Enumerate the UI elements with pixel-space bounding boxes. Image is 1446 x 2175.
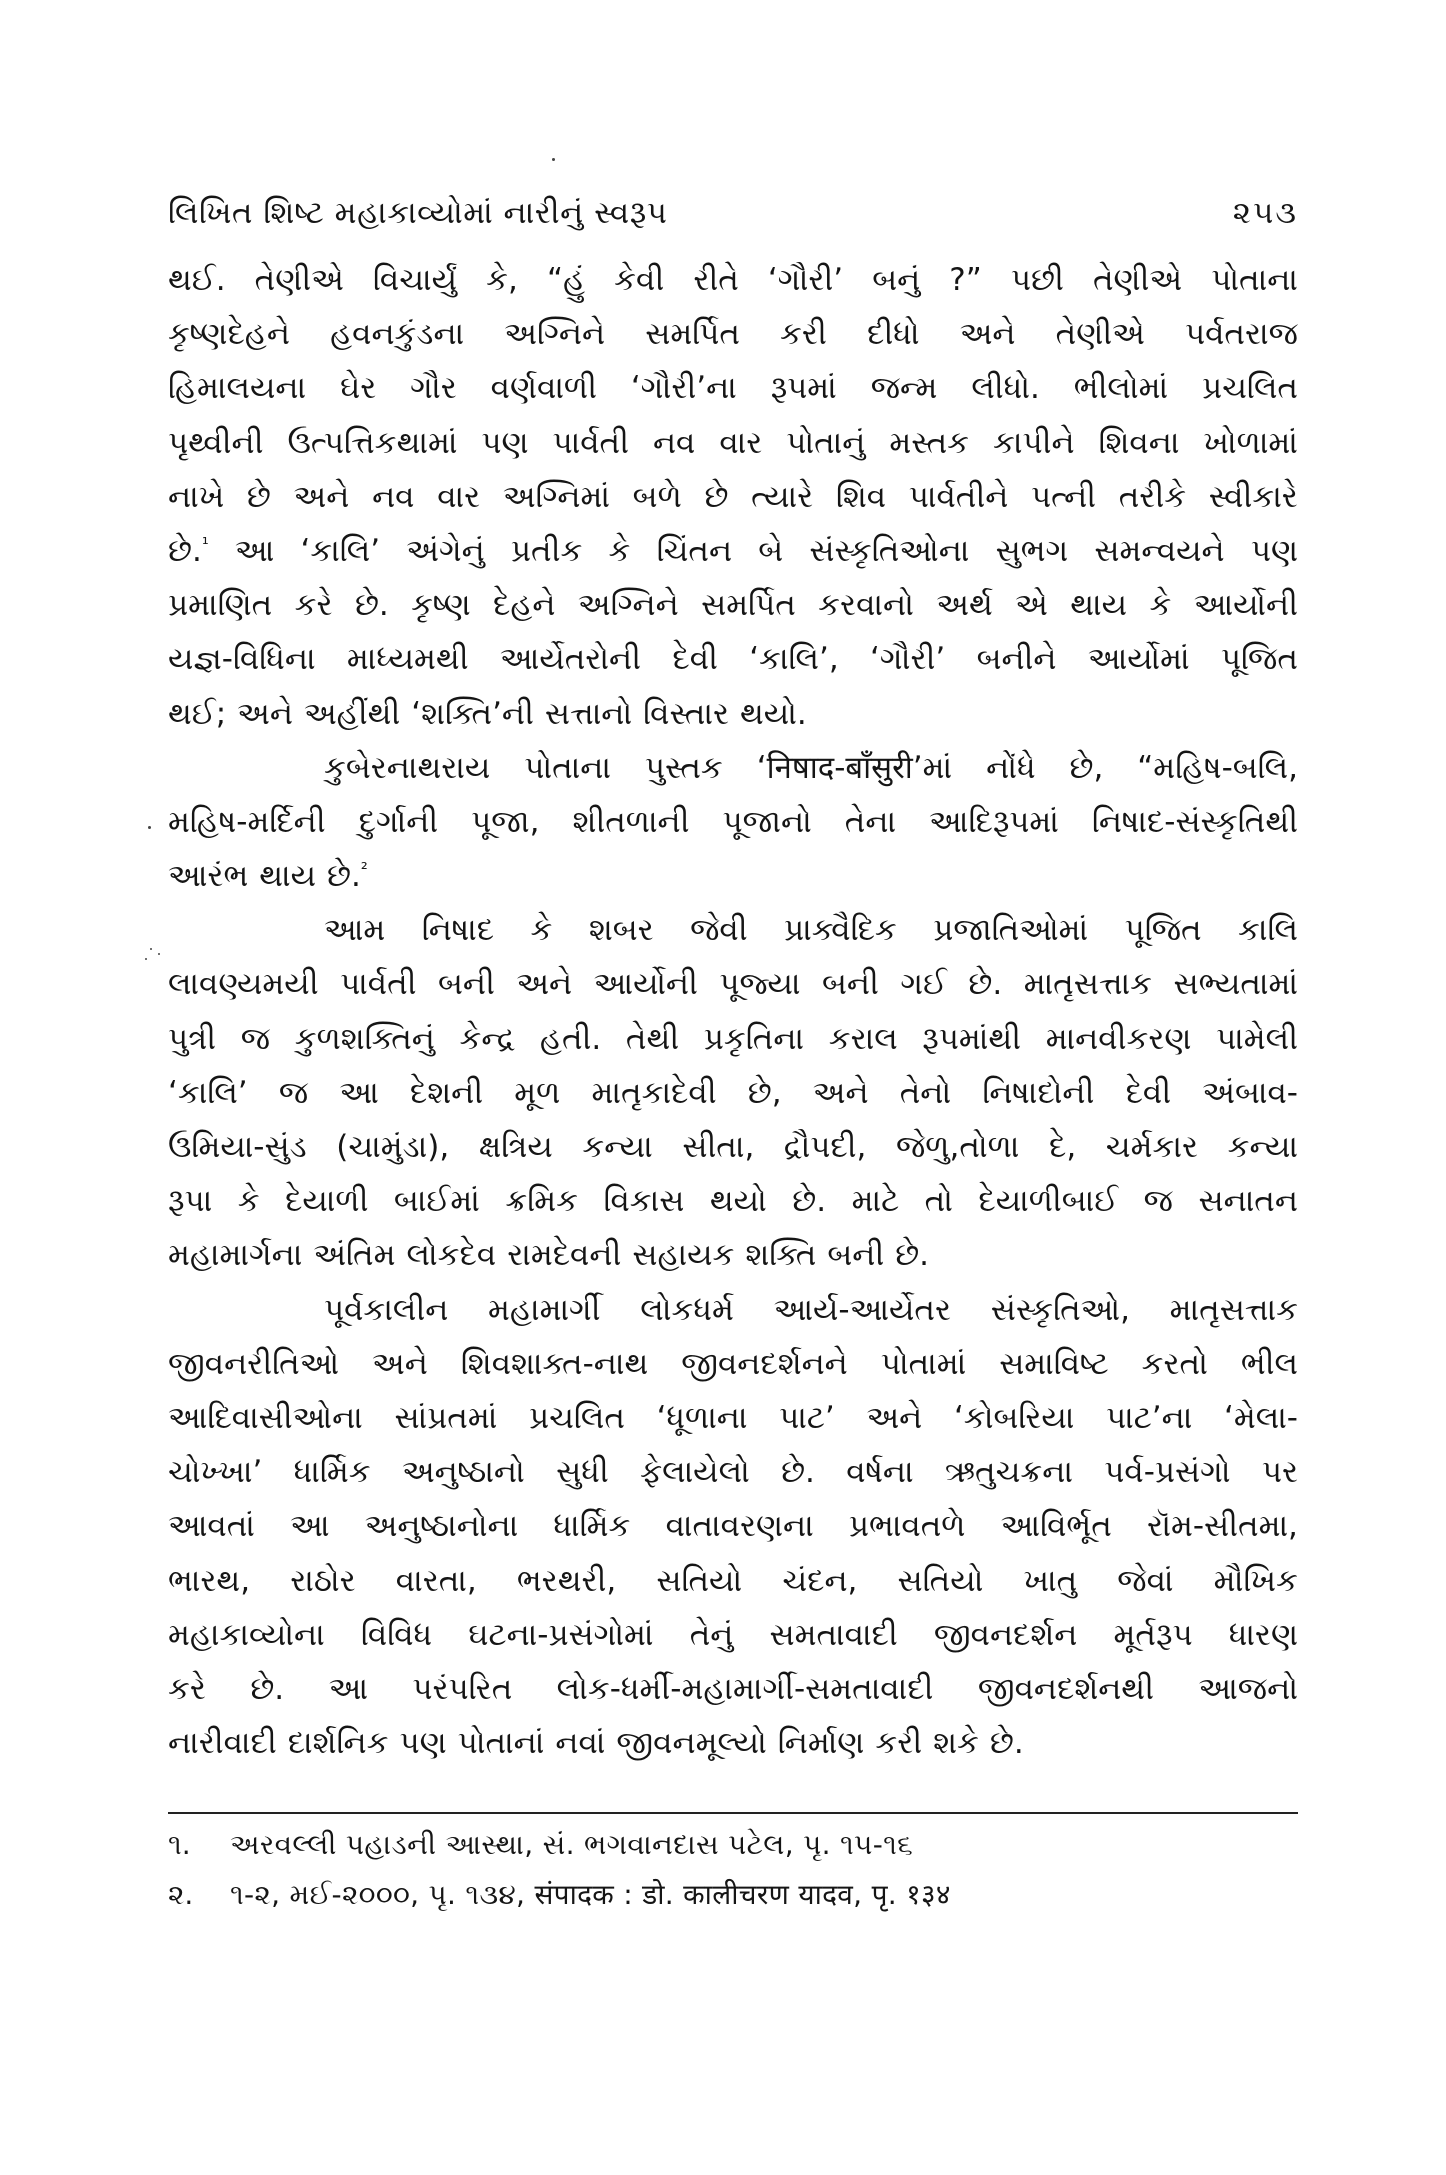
text-line: ચોખ્ખા’ ધાર્મિક અનુષ્ઠાનો સુધી ફેલાયેલો છે. વર્ષના ઋતુચક્રના પર્વ-પ્રસંગો પર xyxy=(168,1454,1298,1491)
text-line: થઈ. તેણીએ વિચાર્યું કે, “હું કેવી રીતે ‘ગૌરી’ બનું ?” પછી તેણીએ પોતાના xyxy=(168,262,1298,298)
text-line: કૃષ્ણદેહને હવનકુંડના અગ્નિને સમર્પિત કરી દીધો અને તેણીએ પર્વતરાજ xyxy=(168,316,1298,353)
footnote-item xyxy=(168,1820,1298,1870)
text-line: નારીવાદી દાર્શનિક પણ પોતાનાં નવાં જીવનમૂલ્યો નિર્માણ કરી શકે છે. xyxy=(168,1725,1024,1762)
scan-speck xyxy=(552,158,555,161)
text-line: ઉમિયા-સુંડ (ચામુંડા), ક્ષત્રિય કન્યા સીતા, દ્રૌપદી, જેળુ,તોળા દે, ચર્મકાર કન્યા xyxy=(168,1129,1298,1165)
document-page xyxy=(168,185,1298,1920)
text-line: જીવનરીતિઓ અને શિવશાક્ત-નાથ જીવનદર્શનને પોતામાં સમાવિષ્ટ કરતો ભીલ xyxy=(168,1345,1298,1382)
text-line: પુત્રી જ કુળશક્તિનું કેન્દ્ર હતી. તેથી પ્રકૃતિના કરાલ રૂપમાંથી માનવીકરણ પામેલી xyxy=(168,1020,1298,1057)
text-line: કુબેરનાથરાય પોતાના પુસ્તક ‘निषाद-बाँसुरी’માં નોંધે છે, “મહિષ-બલિ, xyxy=(324,749,1298,786)
paragraph xyxy=(168,1283,1298,1771)
text-line: આરંભ થાય છે.$^{^2}$ xyxy=(168,858,368,895)
scan-speck xyxy=(148,826,151,829)
text-line: મહાકાવ્યોના વિવિધ ઘટના-પ્રસંગોમાં તેનું સમતાવાદી જીવનદર્શન મૂર્તરૂપ ધારણ xyxy=(168,1616,1298,1653)
footnote-item xyxy=(168,1870,1298,1920)
text-line: કરે છે. આ પરંપરિત લોક-ધર્મી-મહામાર્ગી-સમતાવાદી જીવનદર્શનથી આજનો xyxy=(168,1670,1298,1707)
text-line: આવતાં આ અનુષ્ઠાનોના ધાર્મિક વાતાવરણના પ્રભાવતળે આવિર્ભૂત રૉમ-સીતમા, xyxy=(168,1508,1298,1545)
running-header xyxy=(168,185,1298,241)
paragraph xyxy=(168,253,1298,741)
text-line: લાવણ્યમયી પાર્વતી બની અને આર્યોની પૂજ્યા બની ગઈ છે. માતૃસત્તાક સભ્યતામાં xyxy=(168,966,1298,1003)
footnote-number: ૨. xyxy=(168,1878,194,1912)
text-line: હિમાલયના ઘેર ગૌર વર્ણવાળી ‘ગૌરી’ના રૂપમાં જન્મ લીધો. ભીલોમાં પ્રચલિત xyxy=(168,370,1298,407)
footnote-divider xyxy=(168,1812,1298,1814)
page-number: ૨૫૩ xyxy=(1232,195,1298,231)
paragraph xyxy=(168,903,1298,1282)
scan-speck xyxy=(145,958,147,960)
paragraph xyxy=(168,741,1298,904)
body-text xyxy=(168,253,1298,1770)
scan-speck xyxy=(150,948,152,950)
text-line: મહામાર્ગના અંતિમ લોકદેવ રામદેવની સહાયક શક્તિ બની છે. xyxy=(168,1237,930,1274)
text-line: ‘કાલિ’ જ આ દેશની મૂળ માતૃકાદેવી છે, અને તેનો નિષાદોની દેવી અંબાવ- xyxy=(168,1074,1298,1111)
text-line: છે.$^{^1}$ આ ‘કાલિ’ અંગેનું પ્રતીક કે ચિંતન બે સંસ્કૃતિઓના સુભગ સમન્વયને પણ xyxy=(168,532,1298,569)
text-line: પૂર્વકાલીન મહામાર્ગી લોકધર્મ આર્ય-આર્યેતર સંસ્કૃતિઓ, માતૃસત્તાક xyxy=(324,1291,1298,1328)
text-line: થઈ; અને અહીંથી ‘શક્તિ’ની સત્તાનો વિસ્તાર થયો. xyxy=(168,695,807,732)
text-line: રૂપા કે દેયાળી બાઈમાં ક્રમિક વિકાસ થયો છે. માટે તો દેયાળીબાઈ જ સનાતન xyxy=(168,1183,1298,1220)
footnote-text: અરવલ્લી પહાડની આસ્થા, સં. ભગવાનદાસ પટેલ, પૃ. ૧૫-૧૬ xyxy=(230,1828,914,1862)
text-line: ભારથ, રાઠોર વારતા, ભરથરી, સતિયો ચંદન, સતિયો ખાતુ જેવાં મૌખિક xyxy=(168,1562,1298,1599)
footnotes xyxy=(168,1820,1298,1920)
footnote-text: ૧-૨, મઈ-૨૦૦૦, પૃ. ૧૩૪, संपादक : डो. कालीचरण यादव, पृ. १३४ xyxy=(230,1878,951,1912)
text-line: નાખે છે અને નવ વાર અગ્નિમાં બળે છે ત્યારે શિવ પાર્વતીને પત્ની તરીકે સ્વીકારે xyxy=(168,478,1298,515)
text-line: આમ નિષાદ કે શબર જેવી પ્રાક્વૈદિક પ્રજાતિઓમાં પૂજિત કાલિ xyxy=(324,912,1298,949)
footnote-number: ૧. xyxy=(168,1828,191,1862)
text-line: પૃથ્વીની ઉત્પત્તિકથામાં પણ પાર્વતી નવ વાર પોતાનું મસ્તક કાપીને શિવના ખોળામાં xyxy=(168,424,1298,461)
text-line: આદિવાસીઓના સાંપ્રતમાં પ્રચલિત ‘ધૂળાના પાટ’ અને ‘કોબરિયા પાટ’ના ‘મેલા- xyxy=(168,1399,1298,1436)
text-line: પ્રમાણિત કરે છે. કૃષ્ણ દેહને અગ્નિને સમર્પિત કરવાનો અર્થ એ થાય કે આર્યોની xyxy=(168,587,1298,624)
text-line: મહિષ-મર્દિની દુર્ગાની પૂજા, શીતળાની પૂજાનો તેના આદિરૂપમાં નિષાદ-સંસ્કૃતિથી xyxy=(168,803,1298,840)
scan-speck xyxy=(158,953,160,955)
text-line: યજ્ઞ-વિધિના માધ્યમથી આર્યેતરોની દેવી ‘કાલિ’, ‘ગૌરી’ બનીને આર્યોમાં પૂજિત xyxy=(168,641,1298,678)
running-title: લિખિત શિષ્ટ મહાકાવ્યોમાં નારીનું સ્વરૂપ xyxy=(168,195,668,231)
